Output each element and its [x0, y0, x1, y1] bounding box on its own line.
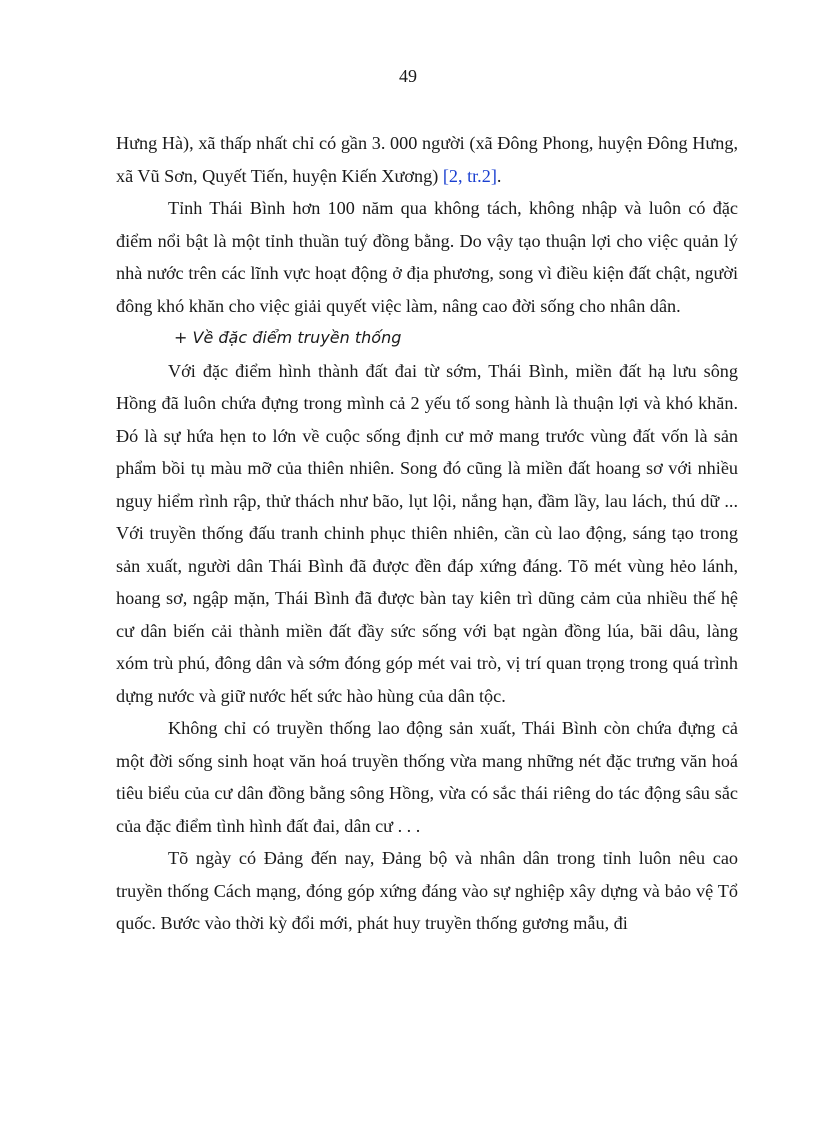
paragraph-text: Hưng Hà), xã thấp nhất chỉ có gần 3. 000 người (xã Đông Phong, huyện Đông Hưng, xã Vũ Sơn, Quyết Tiến, huyện Kiến Xương) — [116, 133, 738, 186]
paragraph-continuation — [116, 127, 738, 192]
paragraph: Với đặc điểm hình thành đất đai từ sớm, Thái Bình, miền đất hạ lưu sông Hồng đã luôn chứa đựng trong mình cả 2 yếu tố song hành là thuận lợi và khó khăn. Đó là sự hứa hẹn to lớn về cuộc sống định cư mở mang trước vùng đất vốn là sản phẩm bồi tụ màu mỡ của thiên nhiên. Song đó cũng là miền đất hoang sơ với nhiều nguy hiểm rình rập, thử thách như bão, lụt lội, nắng hạn, đầm lầy, lau lách, thú dữ ... Với truyền thống đấu tranh chinh phục thiên nhiên, cần cù lao động, sáng tạo trong sản xuất, người dân Thái Bình đã được đền đáp xứng đáng. Tõ mét vùng hẻo lánh, hoang sơ, ngập mặn, Thái Bình đã được bàn tay kiên trì dũng cảm của nhiều thế hệ cư dân biến cải thành miền đất đầy sức sống với bạt ngàn đồng lúa, bãi dâu, làng xóm trù phú, đông dân và sớm đóng góp mét vai trò, vị trí quan trọng trong quá trình dựng nước và giữ nước hết sức hào hùng của dân tộc. — [116, 360, 738, 706]
page-number: 49 — [399, 66, 417, 86]
paragraph: Không chỉ có truyền thống lao động sản xuất, Thái Bình còn chứa đựng cả một đời sống sinh hoạt văn hoá truyền thống vừa mang những nét đặc trưng văn hoá tiêu biểu của cư dân đồng bằng sông Hồng, vừa có sắc thái riêng do tác động sâu sắc của đặc điểm tình hình đất đai, dân cư . . . — [116, 718, 738, 836]
document-body — [116, 127, 738, 940]
section-subheading: + Về đặc điểm truyền thống — [174, 328, 402, 347]
paragraph: Tõ ngày có Đảng đến nay, Đảng bộ và nhân dân trong tỉnh luôn nêu cao truyền thống Cách mạng, đóng góp xứng đáng vào sự nghiệp xây dựng và bảo vệ Tổ quốc. Bước vào thời kỳ đổi mới, phát huy truyền thống gương mẫu, đi — [116, 848, 738, 933]
citation-link[interactable]: [2, tr.2] — [442, 165, 497, 186]
paragraph: Tỉnh Thái Bình hơn 100 năm qua không tách, không nhập và luôn có đặc điểm nổi bật là một tỉnh thuần tuý đồng bằng. Do vậy tạo thuận lợi cho việc quản lý nhà nước trên các lĩnh vực hoạt động ở địa phương, song vì điều kiện đất chật, người đông khó khăn cho việc giải quyết việc làm, nâng cao đời sống cho nhân dân. — [116, 198, 738, 316]
sentence-end: . — [496, 165, 502, 186]
